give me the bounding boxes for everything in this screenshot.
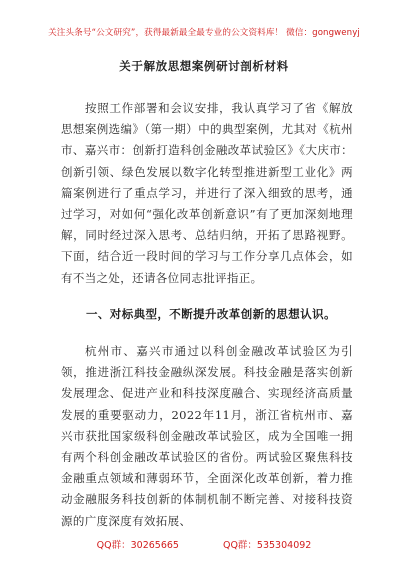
body-paragraph: 杭州市、嘉兴市通过以科创金融改革试验区为引领，推进浙江科技金融纵深发展。科技金融是落实创新发展理念、促进产业和科技深度融合、实现经济高质量发展的重要驱动力，2022年11月，浙江省杭州市、嘉兴市获批国家级科创金融改革试验区，成为全国唯一拥有两个科创金融改革试验区的省份。两试验区聚焦科技金融重点领域和薄弱环节，全面深化改革创新，着力推动金融服务科技创新的体制机制不断完善、对接科技资源的广度深度有效拓展、: [61, 344, 353, 528]
footer-qq-group-2: QQ群：535304092: [222, 540, 312, 551]
section-heading: 一、对标典型，不断提升改革创新的思想认识。: [86, 307, 336, 321]
document-title: 关于解放思想案例研讨剖析材料: [119, 59, 289, 73]
footer-qq-groups: [0, 537, 408, 551]
header-promo-note: 关注头条号“公文研究”，获得最新最全最专业的公文资料库！ 微信：gongwenyj: [48, 28, 360, 38]
footer-qq-group-1: QQ群：30265665: [96, 540, 179, 551]
intro-paragraph: 按照工作部署和会议安排，我认真学习了省《解放思想案例选编》（第一期）中的典型案例，尤其对《杭州市、嘉兴市：创新打造科创金融改革试验区》《大庆市：创新引领、绿色发展以数字化转型推进新型工业化》两篇案例进行了重点学习，并进行了深入细致的思考，通过学习，对如何“强化改革创新意识”有了更加深刻地理解，同时经过深入思考、总结归纳，开拓了思路视野。下面，结合近一段时间的学习与工作分享几点体会，如有不当之处，还请各位同志批评指正。: [61, 101, 353, 285]
